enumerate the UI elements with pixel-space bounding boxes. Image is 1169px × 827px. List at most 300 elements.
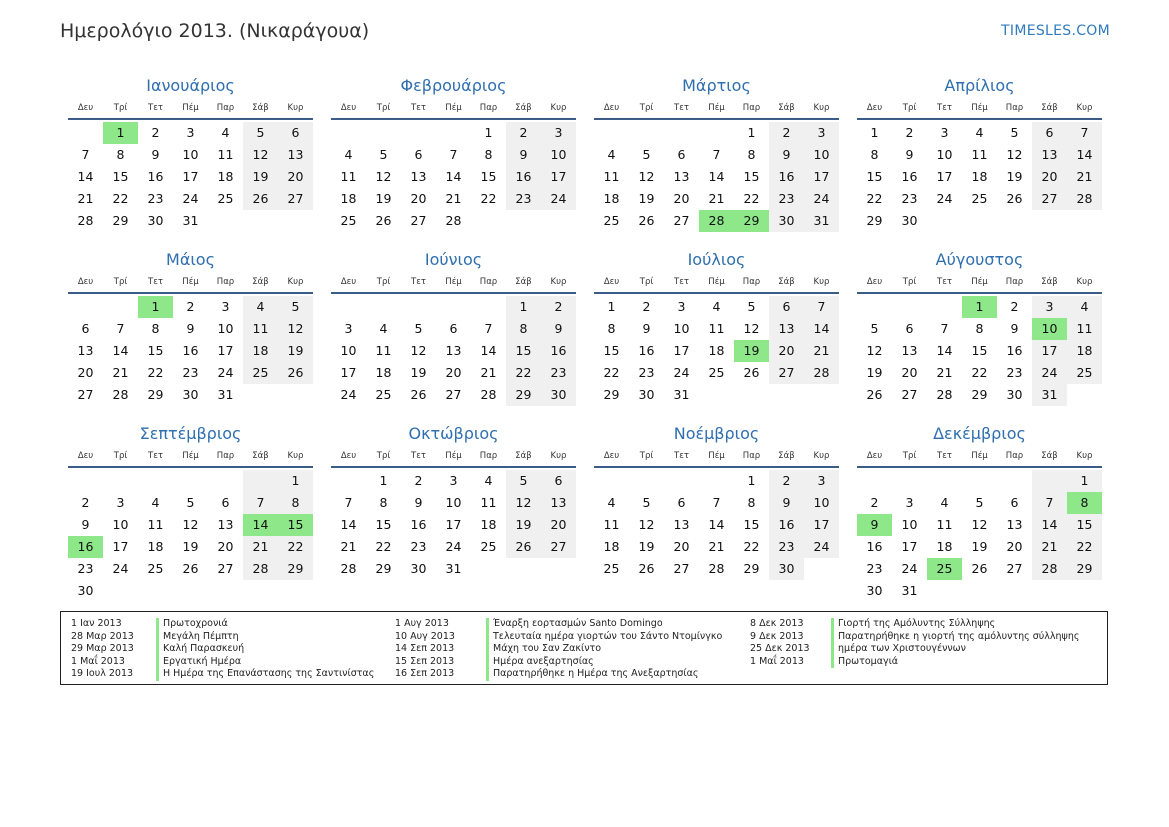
day-cell: 30 <box>147 213 164 228</box>
weekday-label: Δευ <box>340 103 357 113</box>
empty-cell <box>331 470 366 492</box>
day-cell: 7 <box>712 495 721 510</box>
weekday-label: Σάβ <box>1041 277 1058 287</box>
legend-date: 19 Ιουλ 2013 <box>71 668 134 679</box>
day-cell: 13 <box>445 343 462 358</box>
day-cell: 29 <box>603 387 620 402</box>
day-cell: 12 <box>375 169 392 184</box>
weekday-header <box>68 98 313 120</box>
day-cell: 9 <box>541 318 576 340</box>
weekday-label: Πέμ <box>971 277 988 287</box>
day-cell: 22 <box>375 539 392 554</box>
day-cell: 21 <box>445 191 462 206</box>
legend-holiday-name: Έναρξη εορτασμών Santo Domingo <box>486 618 663 631</box>
day-cell: 13 <box>1006 517 1023 532</box>
weekday-header <box>857 98 1102 120</box>
day-cell: 19 <box>866 365 883 380</box>
day-cell: 1 <box>607 299 616 314</box>
day-cell: 8 <box>506 318 541 340</box>
day-cell: 20 <box>445 365 462 380</box>
day-cell: 6 <box>541 470 576 492</box>
day-cell: 5 <box>870 321 879 336</box>
holiday-day-cell: 19 <box>734 340 769 362</box>
day-cell: 24 <box>804 188 839 210</box>
days-grid <box>68 470 313 602</box>
legend-holiday-name: Γιορτή της Αμόλυντης Σύλληψης <box>831 618 995 631</box>
day-cell: 8 <box>747 495 756 510</box>
day-cell: 11 <box>243 318 278 340</box>
days-grid <box>857 470 1102 602</box>
weekday-label: Τετ <box>937 451 952 461</box>
day-cell: 24 <box>901 561 918 576</box>
day-cell: 5 <box>747 299 756 314</box>
day-cell: 10 <box>182 147 199 162</box>
legend-holiday-name: Πρωτομαγιά <box>831 656 898 669</box>
day-cell: 16 <box>638 343 655 358</box>
day-cell: 17 <box>541 166 576 188</box>
legend-date: 29 Μαρ 2013 <box>71 643 134 654</box>
day-cell: 9 <box>769 144 804 166</box>
empty-cell <box>436 122 471 144</box>
weekday-label: Τετ <box>148 103 163 113</box>
day-cell: 4 <box>607 495 616 510</box>
day-cell: 14 <box>1032 514 1067 536</box>
day-cell: 3 <box>804 122 839 144</box>
day-cell: 1 <box>747 125 756 140</box>
weekday-label: Παρ <box>216 277 235 287</box>
days-grid <box>594 296 839 406</box>
days-grid <box>331 122 576 232</box>
weekday-label: Πέμ <box>708 103 725 113</box>
day-cell: 4 <box>379 321 388 336</box>
day-cell: 8 <box>607 321 616 336</box>
day-cell: 15 <box>112 169 129 184</box>
months-grid <box>68 74 1102 598</box>
weekday-label: Πέμ <box>445 277 462 287</box>
weekday-header <box>331 272 576 294</box>
day-cell: 19 <box>375 191 392 206</box>
day-cell: 4 <box>484 473 493 488</box>
day-cell: 30 <box>901 213 918 228</box>
day-cell: 5 <box>278 296 313 318</box>
month-calendar <box>331 74 576 242</box>
day-cell: 12 <box>506 492 541 514</box>
day-cell: 28 <box>804 362 839 384</box>
day-cell: 16 <box>901 169 918 184</box>
day-cell: 17 <box>217 343 234 358</box>
day-cell: 26 <box>866 387 883 402</box>
day-cell: 6 <box>677 495 686 510</box>
day-cell: 31 <box>673 387 690 402</box>
day-cell: 23 <box>541 362 576 384</box>
holiday-legend <box>60 611 1108 685</box>
day-cell: 16 <box>410 517 427 532</box>
legend-date: 10 Αυγ 2013 <box>395 630 455 642</box>
day-cell: 12 <box>243 144 278 166</box>
day-cell: 7 <box>804 296 839 318</box>
empty-cell <box>927 470 962 492</box>
legend-date: 25 Δεκ 2013 <box>750 643 810 654</box>
empty-cell <box>401 296 436 318</box>
month-title: Απρίλιος <box>944 76 1015 95</box>
day-cell: 26 <box>410 387 427 402</box>
weekday-label: Κυρ <box>287 103 304 113</box>
weekday-label: Τετ <box>674 277 689 287</box>
day-cell: 14 <box>77 169 94 184</box>
day-cell: 17 <box>1032 340 1067 362</box>
weekday-label: Πέμ <box>182 277 199 287</box>
day-cell: 18 <box>708 343 725 358</box>
day-cell: 12 <box>638 169 655 184</box>
day-cell: 10 <box>673 321 690 336</box>
legend-holiday-name: ημέρα των Χριστουγέννων <box>831 643 966 656</box>
day-cell: 20 <box>1006 539 1023 554</box>
empty-cell <box>927 296 962 318</box>
day-cell: 10 <box>112 517 129 532</box>
day-cell: 10 <box>804 144 839 166</box>
day-cell: 24 <box>1032 362 1067 384</box>
day-cell: 12 <box>278 318 313 340</box>
weekday-header <box>594 98 839 120</box>
day-cell: 8 <box>278 492 313 514</box>
day-cell: 17 <box>901 539 918 554</box>
day-cell: 28 <box>243 558 278 580</box>
day-cell: 27 <box>278 188 313 210</box>
day-cell: 30 <box>541 384 576 406</box>
empty-cell <box>857 296 892 318</box>
day-cell: 10 <box>541 144 576 166</box>
weekday-label: Τετ <box>674 103 689 113</box>
day-cell: 1 <box>747 473 756 488</box>
day-cell: 17 <box>112 539 129 554</box>
day-cell: 5 <box>414 321 423 336</box>
day-cell: 24 <box>340 387 357 402</box>
weekday-label: Σάβ <box>778 277 795 287</box>
weekday-label: Σάβ <box>778 103 795 113</box>
day-cell: 13 <box>1032 144 1067 166</box>
day-cell: 27 <box>445 387 462 402</box>
day-cell: 23 <box>147 191 164 206</box>
day-cell: 8 <box>484 147 493 162</box>
day-cell: 6 <box>81 321 90 336</box>
empty-cell <box>664 122 699 144</box>
day-cell: 14 <box>445 169 462 184</box>
weekday-label: Πέμ <box>182 103 199 113</box>
weekday-label: Κυρ <box>813 277 830 287</box>
day-cell: 9 <box>1010 321 1019 336</box>
day-cell: 22 <box>743 539 760 554</box>
day-cell: 23 <box>506 188 541 210</box>
weekday-label: Σάβ <box>515 277 532 287</box>
month-title: Αύγουστος <box>935 250 1024 269</box>
weekday-label: Δευ <box>603 103 620 113</box>
day-cell: 30 <box>638 387 655 402</box>
day-cell: 26 <box>1006 191 1023 206</box>
day-cell: 4 <box>151 495 160 510</box>
weekday-header <box>68 446 313 468</box>
empty-cell <box>1032 470 1067 492</box>
day-cell: 21 <box>708 539 725 554</box>
day-cell: 18 <box>217 169 234 184</box>
day-cell: 10 <box>901 517 918 532</box>
day-cell: 3 <box>804 470 839 492</box>
day-cell: 17 <box>445 517 462 532</box>
weekday-header <box>68 272 313 294</box>
weekday-label: Παρ <box>742 451 761 461</box>
weekday-label: Τρί <box>902 451 917 461</box>
day-cell: 11 <box>1067 318 1102 340</box>
day-cell: 22 <box>866 191 883 206</box>
day-cell: 2 <box>506 122 541 144</box>
day-cell: 26 <box>971 561 988 576</box>
day-cell: 24 <box>804 536 839 558</box>
weekday-label: Κυρ <box>550 277 567 287</box>
day-cell: 31 <box>901 583 918 598</box>
day-cell: 14 <box>708 517 725 532</box>
day-cell: 28 <box>112 387 129 402</box>
weekday-label: Τρί <box>113 451 128 461</box>
weekday-label: Τετ <box>148 451 163 461</box>
month-calendar <box>857 422 1102 598</box>
day-cell: 6 <box>414 147 423 162</box>
day-cell: 1 <box>379 473 388 488</box>
legend-holiday-name: Παρατηρήθηκε η Ημέρα της Ανεξαρτησίας <box>486 668 698 681</box>
day-cell: 28 <box>77 213 94 228</box>
weekday-label: Τρί <box>639 103 654 113</box>
day-cell: 13 <box>673 169 690 184</box>
weekday-label: Τρί <box>376 277 391 287</box>
day-cell: 30 <box>77 583 94 598</box>
holiday-day-cell: 15 <box>278 514 313 536</box>
day-cell: 1 <box>506 296 541 318</box>
days-grid <box>857 296 1102 406</box>
day-cell: 9 <box>81 517 90 532</box>
empty-cell <box>366 122 401 144</box>
day-cell: 14 <box>804 318 839 340</box>
month-calendar <box>857 248 1102 416</box>
day-cell: 13 <box>278 144 313 166</box>
day-cell: 11 <box>217 147 234 162</box>
holiday-day-cell: 9 <box>857 514 892 536</box>
day-cell: 3 <box>677 299 686 314</box>
day-cell: 10 <box>217 321 234 336</box>
weekday-label: Σάβ <box>778 451 795 461</box>
day-cell: 10 <box>340 343 357 358</box>
day-cell: 2 <box>1010 299 1019 314</box>
legend-holiday-name: Πρωτοχρονιά <box>156 618 228 631</box>
day-cell: 5 <box>379 147 388 162</box>
day-cell: 16 <box>769 166 804 188</box>
legend-holiday-name: Μεγάλη Πέμπτη <box>156 631 239 644</box>
weekday-label: Τρί <box>376 451 391 461</box>
weekday-label: Σάβ <box>515 103 532 113</box>
day-cell: 1 <box>484 125 493 140</box>
day-cell: 15 <box>375 517 392 532</box>
day-cell: 2 <box>414 473 423 488</box>
day-cell: 21 <box>804 340 839 362</box>
day-cell: 19 <box>638 191 655 206</box>
day-cell: 18 <box>480 517 497 532</box>
weekday-label: Τρί <box>376 103 391 113</box>
weekday-label: Κυρ <box>1076 277 1093 287</box>
brand-link[interactable]: TIMESLES.COM <box>1001 23 1110 39</box>
empty-cell <box>208 470 243 492</box>
day-cell: 12 <box>866 343 883 358</box>
month-title: Μάιος <box>166 250 215 269</box>
day-cell: 11 <box>480 495 497 510</box>
day-cell: 27 <box>77 387 94 402</box>
day-cell: 2 <box>769 122 804 144</box>
legend-holiday-name: Καλή Παρασκευή <box>156 643 244 656</box>
day-cell: 6 <box>1032 122 1067 144</box>
holiday-day-cell: 1 <box>138 296 173 318</box>
day-cell: 17 <box>340 365 357 380</box>
weekday-label: Δευ <box>603 277 620 287</box>
day-cell: 28 <box>1067 188 1102 210</box>
weekday-label: Σάβ <box>252 103 269 113</box>
day-cell: 27 <box>541 536 576 558</box>
day-cell: 17 <box>936 169 953 184</box>
day-cell: 10 <box>936 147 953 162</box>
day-cell: 21 <box>1067 166 1102 188</box>
day-cell: 24 <box>445 539 462 554</box>
day-cell: 19 <box>971 539 988 554</box>
day-cell: 20 <box>541 514 576 536</box>
month-calendar <box>68 74 313 242</box>
day-cell: 30 <box>1006 387 1023 402</box>
weekday-label: Παρ <box>479 103 498 113</box>
empty-cell <box>173 470 208 492</box>
empty-cell <box>138 470 173 492</box>
weekday-label: Παρ <box>479 277 498 287</box>
holiday-day-cell: 10 <box>1032 318 1067 340</box>
day-cell: 4 <box>607 147 616 162</box>
day-cell: 25 <box>147 561 164 576</box>
day-cell: 3 <box>344 321 353 336</box>
day-cell: 26 <box>182 561 199 576</box>
weekday-label: Τρί <box>902 277 917 287</box>
days-grid <box>68 296 313 406</box>
day-cell: 21 <box>340 539 357 554</box>
day-cell: 19 <box>1006 169 1023 184</box>
day-cell: 21 <box>708 191 725 206</box>
day-cell: 28 <box>708 561 725 576</box>
empty-cell <box>629 470 664 492</box>
day-cell: 23 <box>866 561 883 576</box>
month-title: Ιούλιος <box>687 250 746 269</box>
day-cell: 9 <box>769 492 804 514</box>
legend-date: 28 Μαρ 2013 <box>71 630 134 642</box>
day-cell: 15 <box>147 343 164 358</box>
day-cell: 13 <box>541 492 576 514</box>
weekday-label: Δευ <box>77 451 94 461</box>
day-cell: 1 <box>1067 470 1102 492</box>
weekday-label: Τετ <box>148 277 163 287</box>
day-cell: 2 <box>81 495 90 510</box>
month-calendar <box>331 422 576 590</box>
day-cell: 20 <box>77 365 94 380</box>
weekday-label: Παρ <box>479 451 498 461</box>
weekday-label: Τετ <box>674 451 689 461</box>
day-cell: 1 <box>278 470 313 492</box>
day-cell: 12 <box>743 321 760 336</box>
empty-cell <box>997 470 1032 492</box>
day-cell: 31 <box>182 213 199 228</box>
day-cell: 30 <box>769 210 804 232</box>
day-cell: 15 <box>971 343 988 358</box>
day-cell: 8 <box>975 321 984 336</box>
day-cell: 27 <box>1006 561 1023 576</box>
day-cell: 16 <box>866 539 883 554</box>
day-cell: 21 <box>480 365 497 380</box>
day-cell: 16 <box>1006 343 1023 358</box>
day-cell: 20 <box>901 365 918 380</box>
day-cell: 3 <box>541 122 576 144</box>
day-cell: 25 <box>217 191 234 206</box>
weekday-label: Πέμ <box>182 451 199 461</box>
day-cell: 2 <box>541 296 576 318</box>
day-cell: 26 <box>375 213 392 228</box>
month-calendar <box>594 422 839 590</box>
day-cell: 27 <box>673 561 690 576</box>
day-cell: 23 <box>77 561 94 576</box>
weekday-label: Δευ <box>340 277 357 287</box>
weekday-label: Δευ <box>340 451 357 461</box>
day-cell: 26 <box>506 536 541 558</box>
day-cell: 16 <box>182 343 199 358</box>
day-cell: 4 <box>940 495 949 510</box>
day-cell: 15 <box>506 340 541 362</box>
holiday-day-cell: 1 <box>962 296 997 318</box>
day-cell: 13 <box>217 517 234 532</box>
weekday-label: Πέμ <box>708 451 725 461</box>
day-cell: 23 <box>182 365 199 380</box>
day-cell: 17 <box>182 169 199 184</box>
weekday-label: Δευ <box>866 103 883 113</box>
day-cell: 11 <box>708 321 725 336</box>
weekday-label: Τετ <box>937 277 952 287</box>
weekday-label: Κυρ <box>1076 103 1093 113</box>
day-cell: 3 <box>221 299 230 314</box>
weekday-label: Κυρ <box>287 451 304 461</box>
day-cell: 13 <box>769 318 804 340</box>
day-cell: 28 <box>936 387 953 402</box>
day-cell: 23 <box>901 191 918 206</box>
day-cell: 25 <box>603 561 620 576</box>
day-cell: 26 <box>243 188 278 210</box>
day-cell: 16 <box>506 166 541 188</box>
day-cell: 25 <box>375 387 392 402</box>
month-calendar <box>594 248 839 416</box>
days-grid <box>331 296 576 406</box>
day-cell: 14 <box>708 169 725 184</box>
weekday-label: Πέμ <box>971 451 988 461</box>
weekday-label: Πέμ <box>445 451 462 461</box>
weekday-header <box>857 446 1102 468</box>
empty-cell <box>401 122 436 144</box>
holiday-day-cell: 25 <box>927 558 962 580</box>
day-cell: 7 <box>116 321 125 336</box>
weekday-label: Παρ <box>742 277 761 287</box>
empty-cell <box>68 296 103 318</box>
day-cell: 18 <box>340 191 357 206</box>
day-cell: 26 <box>638 213 655 228</box>
weekday-label: Δευ <box>866 451 883 461</box>
legend-date: 1 Μαΐ 2013 <box>71 655 125 667</box>
day-cell: 25 <box>480 539 497 554</box>
day-cell: 2 <box>905 125 914 140</box>
empty-cell <box>68 470 103 492</box>
